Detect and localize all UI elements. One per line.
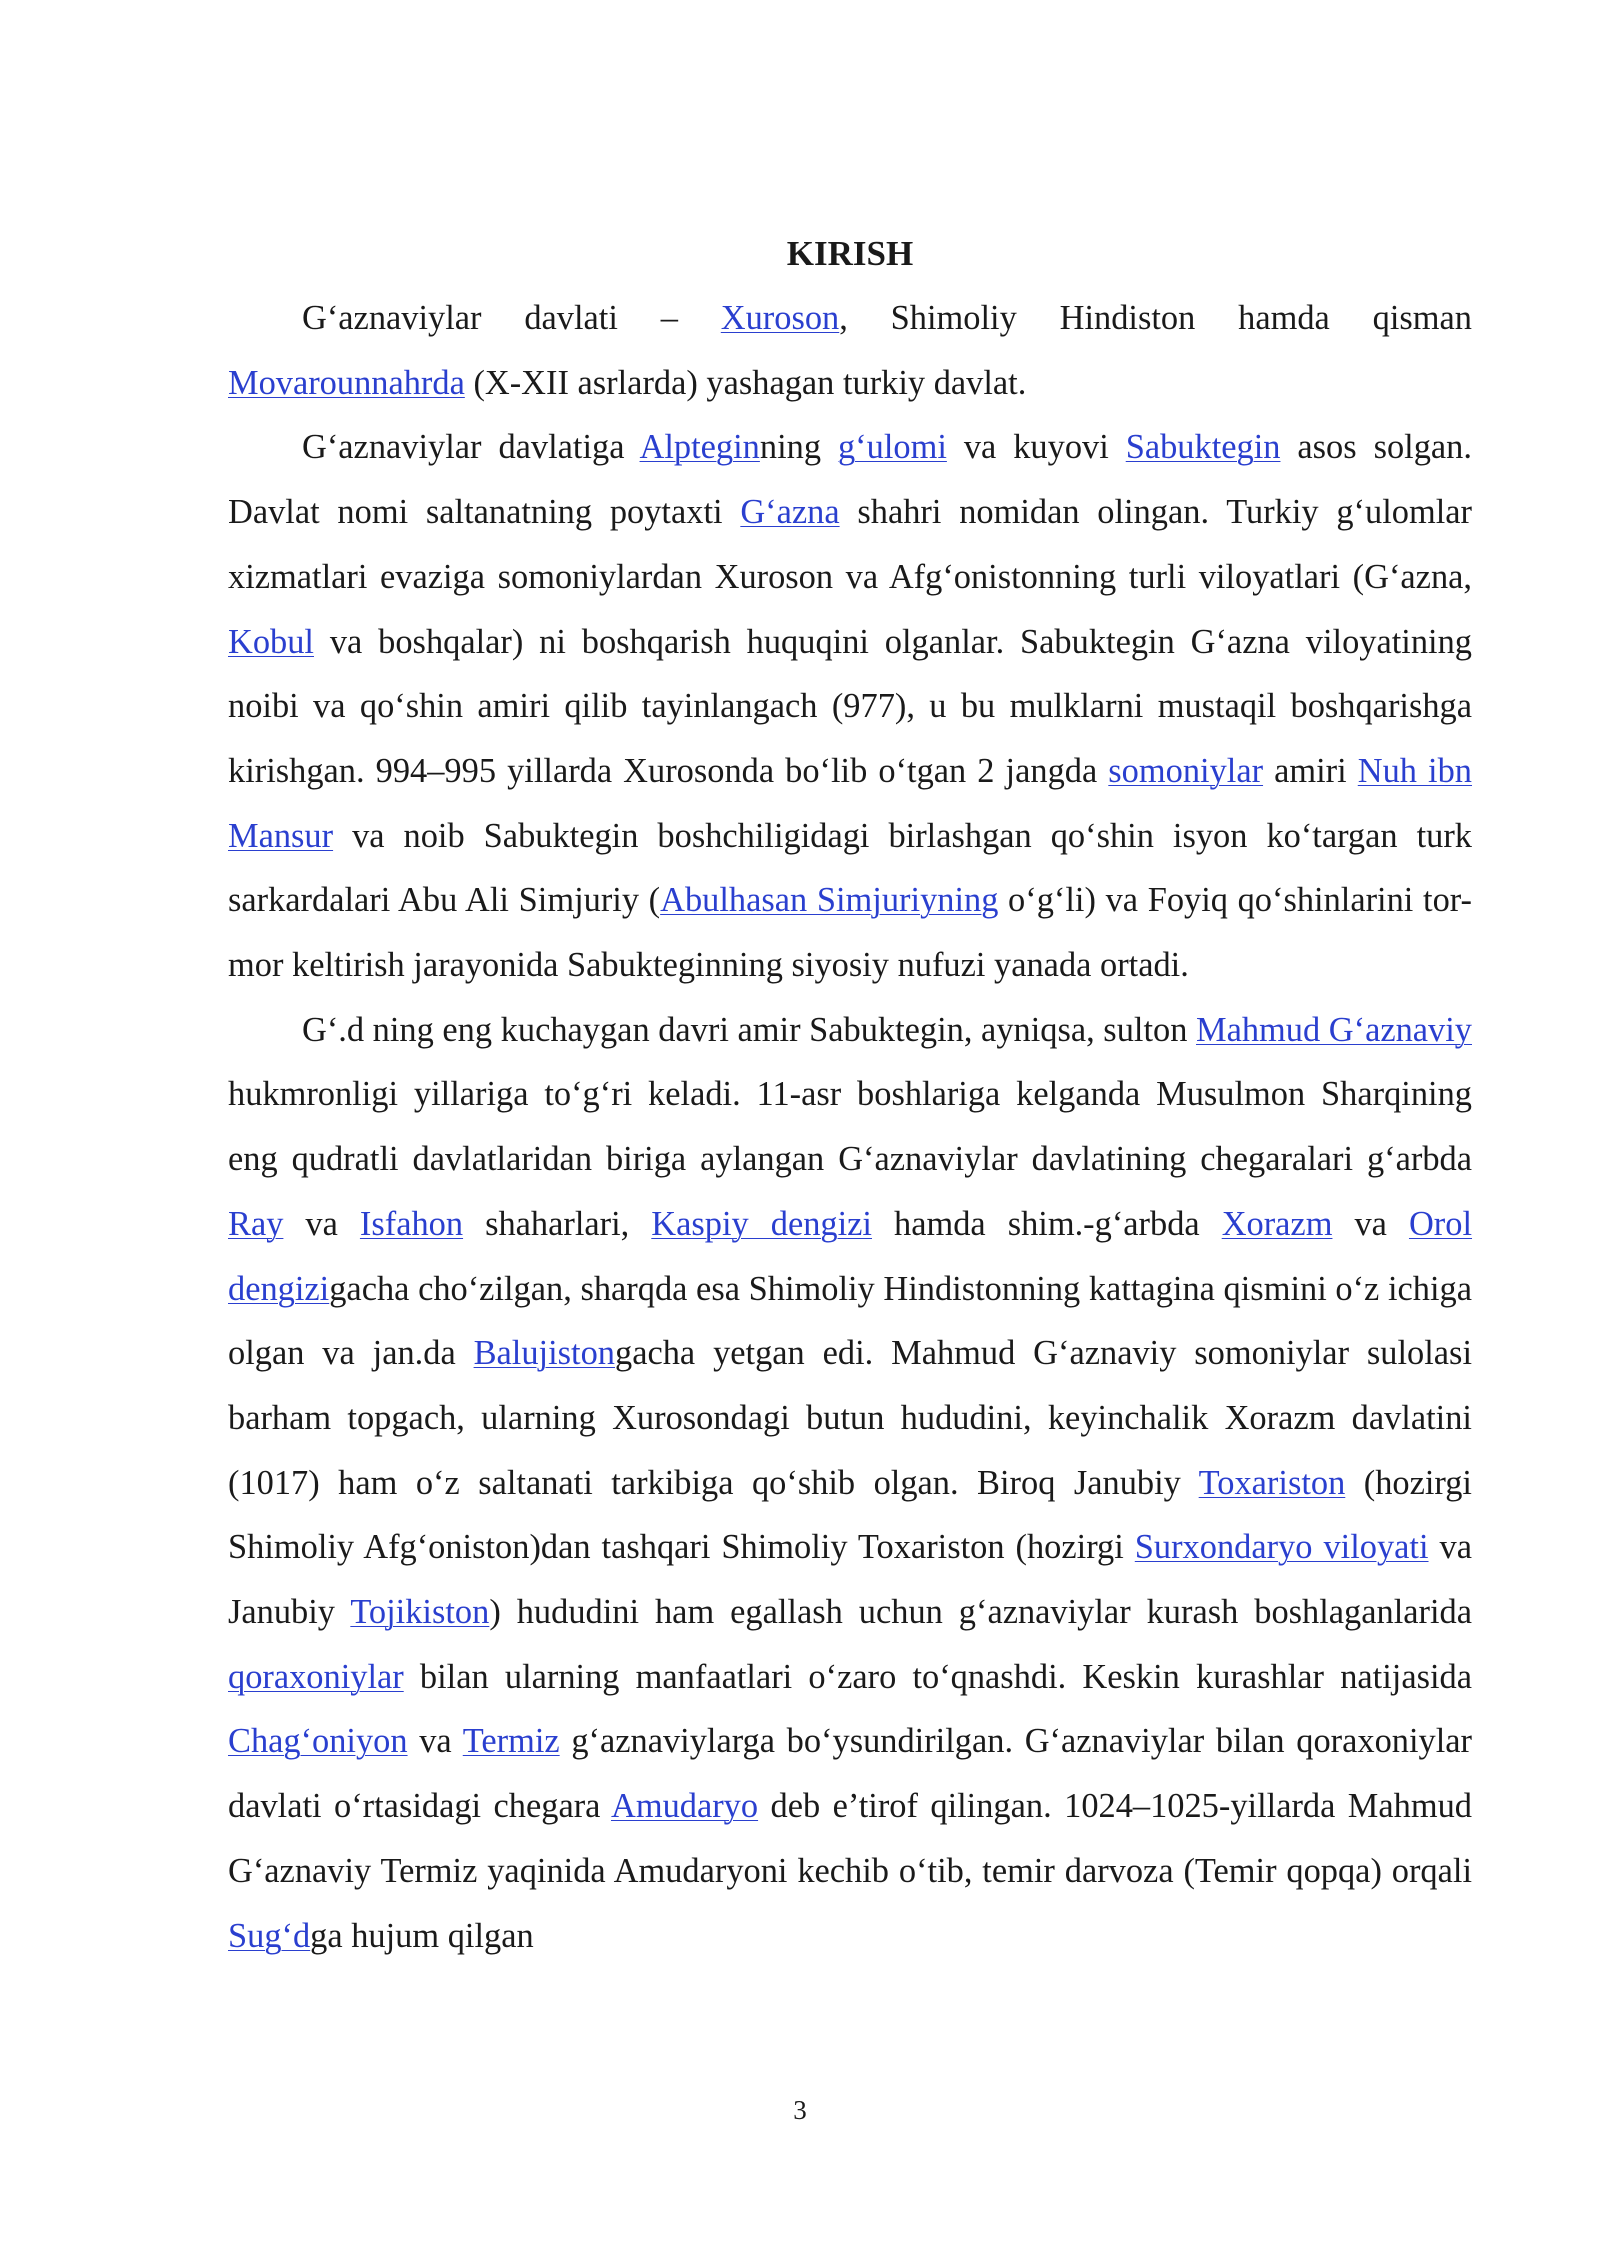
hyperlink[interactable]: Chag‘oniyon xyxy=(228,1722,408,1761)
hyperlink[interactable]: Termiz xyxy=(462,1722,560,1761)
hyperlink[interactable]: Abulhasan Simjuriyning xyxy=(660,881,999,920)
text-run: G‘aznaviylar davlatiga xyxy=(302,428,640,467)
text-run: (X-XII asrlarda) yashagan turkiy davlat. xyxy=(464,363,1027,402)
text-run: (hozirgi Shimoliy Afg‘oniston)dan tashqari Shimoliy Toxariston (hozirgi xyxy=(228,1463,1472,1567)
paragraph xyxy=(228,415,1472,997)
hyperlink[interactable]: Alptegin xyxy=(639,428,760,467)
text-run: G‘.d ning eng kuchaygan davri amir Sabuktegin, ayniqsa, sulton xyxy=(302,1010,1196,1049)
hyperlink[interactable]: Kaspiy dengizi xyxy=(651,1204,872,1243)
hyperlink[interactable]: g‘ulomi xyxy=(837,428,947,467)
text-run: va xyxy=(407,1722,463,1761)
document-title: KIRISH xyxy=(786,234,914,273)
text-run: hamda shim.-g‘arbda xyxy=(871,1204,1222,1243)
text-run: ning xyxy=(759,428,838,467)
text-run: g‘aznaviylarga bo‘ysundirilgan. G‘aznaviylar bilan qoraxoniylar davlati o‘rtasidagi chegara xyxy=(228,1722,1472,1826)
text-run: va boshqalar) ni boshqarish huquqini olganlar. Sabuktegin G‘azna viloyatining noibi va qo‘shin amiri qilib tayinlangach (977), u bu mulklarni mustaqil boshqarishga kirishgan. 994–995 yillarda Xurosonda bo‘lib o‘tgan 2 jangda xyxy=(228,622,1472,790)
document-body xyxy=(228,286,1472,1968)
text-run: va noib Sabuktegin boshchiligidagi birlashgan qo‘shin isyon ko‘targan turk sarkardalari Abu Ali Simjuriy ( xyxy=(228,816,1472,920)
text-run: , Shimoliy Hindiston hamda qisman xyxy=(839,299,1472,337)
hyperlink[interactable]: Orol dengizi xyxy=(228,1204,1473,1308)
hyperlink[interactable]: Balujiston xyxy=(473,1334,615,1373)
hyperlink[interactable]: Xuroson xyxy=(720,299,840,337)
text-run: ga hujum qilgan xyxy=(310,1916,534,1955)
text-run: va Janubiy xyxy=(228,1528,1472,1632)
text-run: gacha yetgan edi. Mahmud G‘aznaviy somoniylar sulolasi barham topgach, ularning Xurosondagi butun hududini, keyinchalik Xorazm davlatini (1017) ham o‘z saltanati tarkibiga qo‘shib olgan. Biroq Janubiy xyxy=(228,1334,1472,1502)
text-run: ) hududini ham egallash uchun g‘aznaviylar kurash boshlaganlarida xyxy=(489,1593,1472,1632)
text-run: o‘g‘li) va Foyiq qo‘shinlarini tor-mor keltirish jarayonida Sabukteginning siyosiy nufuzi yanada ortadi. xyxy=(228,881,1472,985)
hyperlink[interactable]: Amudaryo xyxy=(610,1787,759,1826)
hyperlink[interactable]: Toxariston xyxy=(1198,1463,1346,1502)
text-run: va xyxy=(1332,1204,1409,1243)
text-run: bilan ularning manfaatlari o‘zaro to‘qnashdi. Keskin kurashlar natijasida xyxy=(403,1657,1472,1696)
paragraph xyxy=(228,286,1472,415)
hyperlink[interactable]: Sabuktegin xyxy=(1125,428,1281,467)
hyperlink[interactable]: Isfahon xyxy=(359,1204,464,1243)
hyperlink[interactable]: Nuh ibn Mansur xyxy=(228,751,1473,855)
hyperlink[interactable]: Ray xyxy=(228,1204,284,1243)
text-run: shahri nomidan olingan. Turkiy g‘ulomlar xizmatlari evaziga somoniylardan Xuroson va Afg‘onistonning turli viloyatlari (G‘azna, xyxy=(228,493,1472,596)
text-run: hukmronligi yillariga to‘g‘ri keladi. 11-asr boshlariga kelganda Musulmon Sharqining eng qudratli davlatlaridan biriga aylangan G‘aznaviylar davlatining chegaralari g‘arbda xyxy=(228,1075,1472,1179)
paragraph xyxy=(228,998,1472,1969)
hyperlink[interactable]: Xorazm xyxy=(1221,1204,1333,1243)
hyperlink[interactable]: Tojikiston xyxy=(350,1593,490,1632)
hyperlink[interactable]: qoraxoniylar xyxy=(228,1657,404,1696)
text-run: va kuyovi xyxy=(946,428,1126,467)
page-number: 3 xyxy=(793,2095,807,2125)
text-run: asos solgan. Davlat nomi saltanatning poytaxti xyxy=(228,428,1472,532)
hyperlink[interactable]: Sug‘d xyxy=(228,1916,311,1955)
text-run: va xyxy=(283,1204,360,1243)
hyperlink[interactable]: Surxondaryo viloyati xyxy=(1134,1528,1429,1567)
hyperlink[interactable]: G‘azna xyxy=(740,493,840,532)
text-run: G‘aznaviylar davlati – xyxy=(302,299,721,337)
text-run: deb e’tirof qilingan. 1024–1025-yillarda Mahmud G‘aznaviy Termiz yaqinida Amudaryoni kechib o‘tib, temir darvoza (Temir qopqa) orqali xyxy=(228,1787,1472,1890)
text-run: gacha cho‘zilgan, sharqda esa Shimoliy Hindistonning kattagina qismini o‘z ichiga olgan va jan.da xyxy=(228,1269,1472,1373)
hyperlink[interactable]: Movarounnahrda xyxy=(228,363,465,402)
text-run: amiri xyxy=(1263,751,1358,790)
text-run: shaharlari, xyxy=(463,1204,652,1243)
hyperlink[interactable]: somoniylar xyxy=(1108,751,1264,790)
hyperlink[interactable]: Kobul xyxy=(228,622,314,661)
hyperlink[interactable]: Mahmud G‘aznaviy xyxy=(1196,1010,1472,1049)
